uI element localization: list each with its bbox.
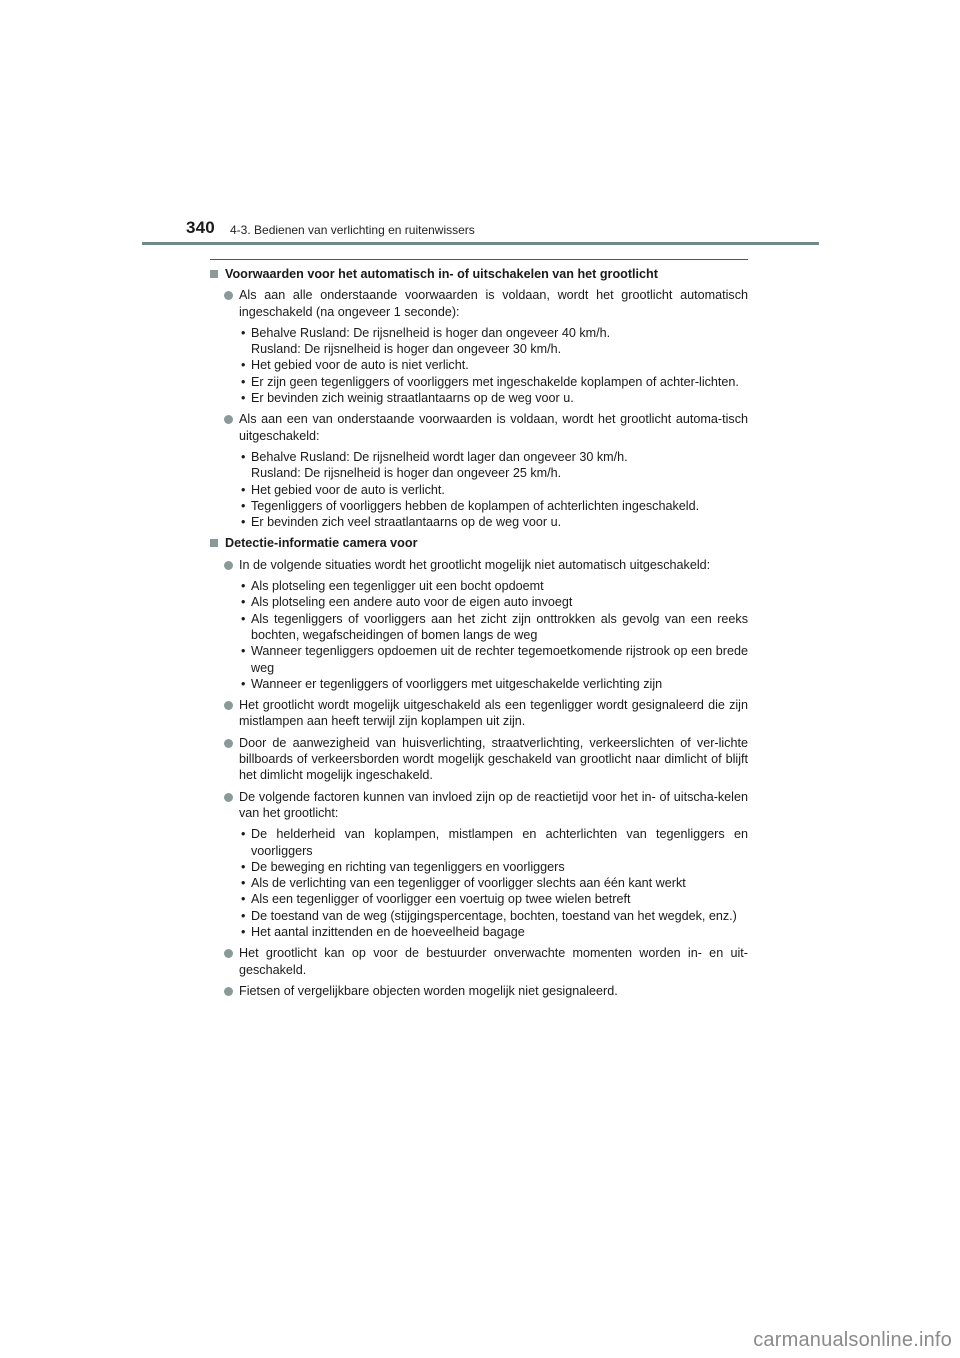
dot-bullet-icon: • (241, 498, 246, 513)
dot-bullet-icon: • (241, 325, 246, 340)
sub-list-item-text: De beweging en richting van tegenliggers en voorliggers (251, 859, 565, 874)
sub-list-item (210, 594, 748, 610)
dot-bullet-icon: • (241, 579, 246, 594)
sub-list-item-text-secondary: Rusland: De rijsnelheid is hoger dan ongeveer 25 km/h. (251, 466, 562, 481)
sub-list-item-text: Als plotseling een andere auto voor de eigen auto invoegt (251, 595, 573, 610)
section-heading-text: Detectie-informatie camera voor (225, 536, 418, 551)
sub-list-item-text: Als de verlichting van een tegenligger of voorligger slechts aan één kant werkt (251, 876, 686, 891)
sub-list-item-text: Het gebied voor de auto is niet verlicht. (251, 358, 469, 373)
sub-list (210, 578, 748, 692)
bullet-text: Het grootlicht kan op voor de bestuurder onverwachte momenten worden in- en uit-geschakeld. (239, 946, 748, 977)
sub-list-item-text: Wanneer tegenliggers opdoemen uit de rechter tegemoetkomende rijstrook op een brede weg (251, 644, 748, 675)
sub-list-item-text: Wanneer er tegenliggers of voorliggers met uitgeschakelde verlichting zijn (251, 676, 663, 691)
sub-list-item (210, 924, 748, 940)
section-heading-text: Voorwaarden voor het automatisch in- of uitschakelen van het grootlicht (225, 267, 658, 281)
sub-list-item-text: Het aantal inzittenden en de hoeveelheid bagage (251, 924, 525, 939)
dot-bullet-icon: • (241, 482, 246, 497)
sub-list-item-text: Het gebied voor de auto is verlicht. (251, 482, 445, 497)
sub-list-item-text: Er bevinden zich weinig straatlantaarns op de weg voor u. (251, 391, 574, 406)
round-bullet-icon (224, 793, 233, 802)
sub-list-item (210, 826, 748, 859)
sub-list-item-text: De toestand van de weg (stijgingspercentage, bochten, toestand van het wegdek, enz.) (251, 908, 737, 923)
dot-bullet-icon: • (241, 595, 246, 610)
bullet-paragraph (210, 557, 748, 573)
square-bullet-icon (210, 539, 218, 547)
sub-list-item-text: Tegenliggers of voorliggers hebben de koplampen of achterlichten ingeschakeld. (251, 498, 700, 513)
section-heading (210, 535, 748, 551)
section-rule (210, 259, 748, 260)
sub-list-item (210, 374, 748, 390)
watermark[interactable]: carmanualsonline.info (753, 1329, 952, 1351)
bullet-paragraph (210, 697, 748, 730)
sub-list-item (210, 908, 748, 924)
sub-list-item (210, 390, 748, 406)
sub-list-item (210, 643, 748, 676)
round-bullet-icon (224, 949, 233, 958)
bullet-text: In de volgende situaties wordt het grootlicht mogelijk niet automatisch uitgeschakeld: (239, 557, 711, 572)
sub-list-item-text: Behalve Rusland: De rijsnelheid is hoger dan ongeveer 40 km/h. (251, 325, 611, 340)
bullet-text: Als aan een van onderstaande voorwaarden is voldaan, wordt het grootlicht automa-tisch uitgeschakeld: (239, 412, 748, 443)
dot-bullet-icon: • (241, 611, 246, 626)
document-body (210, 266, 748, 1004)
dot-bullet-icon: • (241, 908, 246, 923)
dot-bullet-icon: • (241, 449, 246, 464)
bullet-text: Het grootlicht wordt mogelijk uitgeschakeld als een tegenligger wordt gesignaleerd die zijn mistlampen aan heeft terwijl zijn koplampen uit zijn. (239, 698, 748, 729)
sub-list-item (210, 611, 748, 644)
sub-list-item (210, 449, 748, 482)
sub-list (210, 449, 748, 530)
sub-list-item-text: Behalve Rusland: De rijsnelheid wordt lager dan ongeveer 30 km/h. (251, 449, 628, 464)
chapter-title: 4-3. Bedienen van verlichting en ruitenwissers (230, 223, 475, 237)
round-bullet-icon (224, 739, 233, 748)
bullet-paragraph (210, 983, 748, 999)
dot-bullet-icon: • (241, 892, 246, 907)
bullet-text: Door de aanwezigheid van huisverlichting, straatverlichting, verkeerslichten of ver-lichte billboards of verkeersborden wordt mogelijk geschakeld van grootlicht naar dimlicht of blijft het dimlicht mogelijk ingeschakeld. (239, 735, 748, 783)
dot-bullet-icon: • (241, 515, 246, 530)
bullet-paragraph (210, 735, 748, 784)
sub-list-item (210, 578, 748, 594)
bullet-text: De volgende factoren kunnen van invloed zijn op de reactietijd voor het in- of uitscha-kelen van het grootlicht: (239, 789, 748, 820)
sub-list-item (210, 325, 748, 358)
sub-list-item-text: Als tegenliggers of voorliggers aan het zicht zijn onttrokken als gevolg van een reeks bochten, wegafscheidingen of bomen langs de weg (251, 611, 748, 642)
round-bullet-icon (224, 415, 233, 424)
dot-bullet-icon: • (241, 358, 246, 373)
dot-bullet-icon: • (241, 827, 246, 842)
square-bullet-icon (210, 270, 218, 278)
sub-list-item (210, 676, 748, 692)
round-bullet-icon (224, 987, 233, 996)
sub-list-item (210, 859, 748, 875)
sub-list (210, 826, 748, 940)
section-heading (210, 266, 748, 282)
bullet-paragraph (210, 789, 748, 822)
sub-list-item-text: Er bevinden zich veel straatlantaarns op de weg voor u. (251, 515, 562, 530)
sub-list-item (210, 514, 748, 530)
dot-bullet-icon: • (241, 859, 246, 874)
bullet-text: Als aan alle onderstaande voorwaarden is voldaan, wordt het grootlicht automatisch ingeschakeld (na ongeveer 1 seconde): (239, 288, 748, 319)
sub-list-item (210, 891, 748, 907)
bullet-paragraph (210, 287, 748, 320)
dot-bullet-icon: • (241, 876, 246, 891)
round-bullet-icon (224, 291, 233, 300)
sub-list-item (210, 482, 748, 498)
dot-bullet-icon: • (241, 924, 246, 939)
round-bullet-icon (224, 701, 233, 710)
dot-bullet-icon: • (241, 644, 246, 659)
dot-bullet-icon: • (241, 391, 246, 406)
sub-list-item-text-secondary: Rusland: De rijsnelheid is hoger dan ongeveer 30 km/h. (251, 342, 562, 357)
sub-list (210, 325, 748, 406)
sub-list-item (210, 875, 748, 891)
round-bullet-icon (224, 561, 233, 570)
header-rule (142, 242, 819, 245)
sub-list-item (210, 498, 748, 514)
sub-list-item (210, 357, 748, 373)
sub-list-item-text: Als plotseling een tegenligger uit een bocht opdoemt (251, 579, 544, 594)
sub-list-item-text: Als een tegenligger of voorligger een voertuig op twee wielen betreft (251, 892, 631, 907)
bullet-paragraph (210, 945, 748, 978)
dot-bullet-icon: • (241, 676, 246, 691)
sub-list-item-text: Er zijn geen tegenliggers of voorliggers met ingeschakelde koplampen of achter-lichten. (251, 374, 739, 389)
dot-bullet-icon: • (241, 374, 246, 389)
sub-list-item-text: De helderheid van koplampen, mistlampen en achterlichten van tegenliggers en voorliggers (251, 827, 748, 858)
bullet-paragraph (210, 411, 748, 444)
bullet-text: Fietsen of vergelijkbare objecten worden mogelijk niet gesignaleerd. (239, 983, 618, 998)
page-number: 340 (186, 218, 215, 237)
